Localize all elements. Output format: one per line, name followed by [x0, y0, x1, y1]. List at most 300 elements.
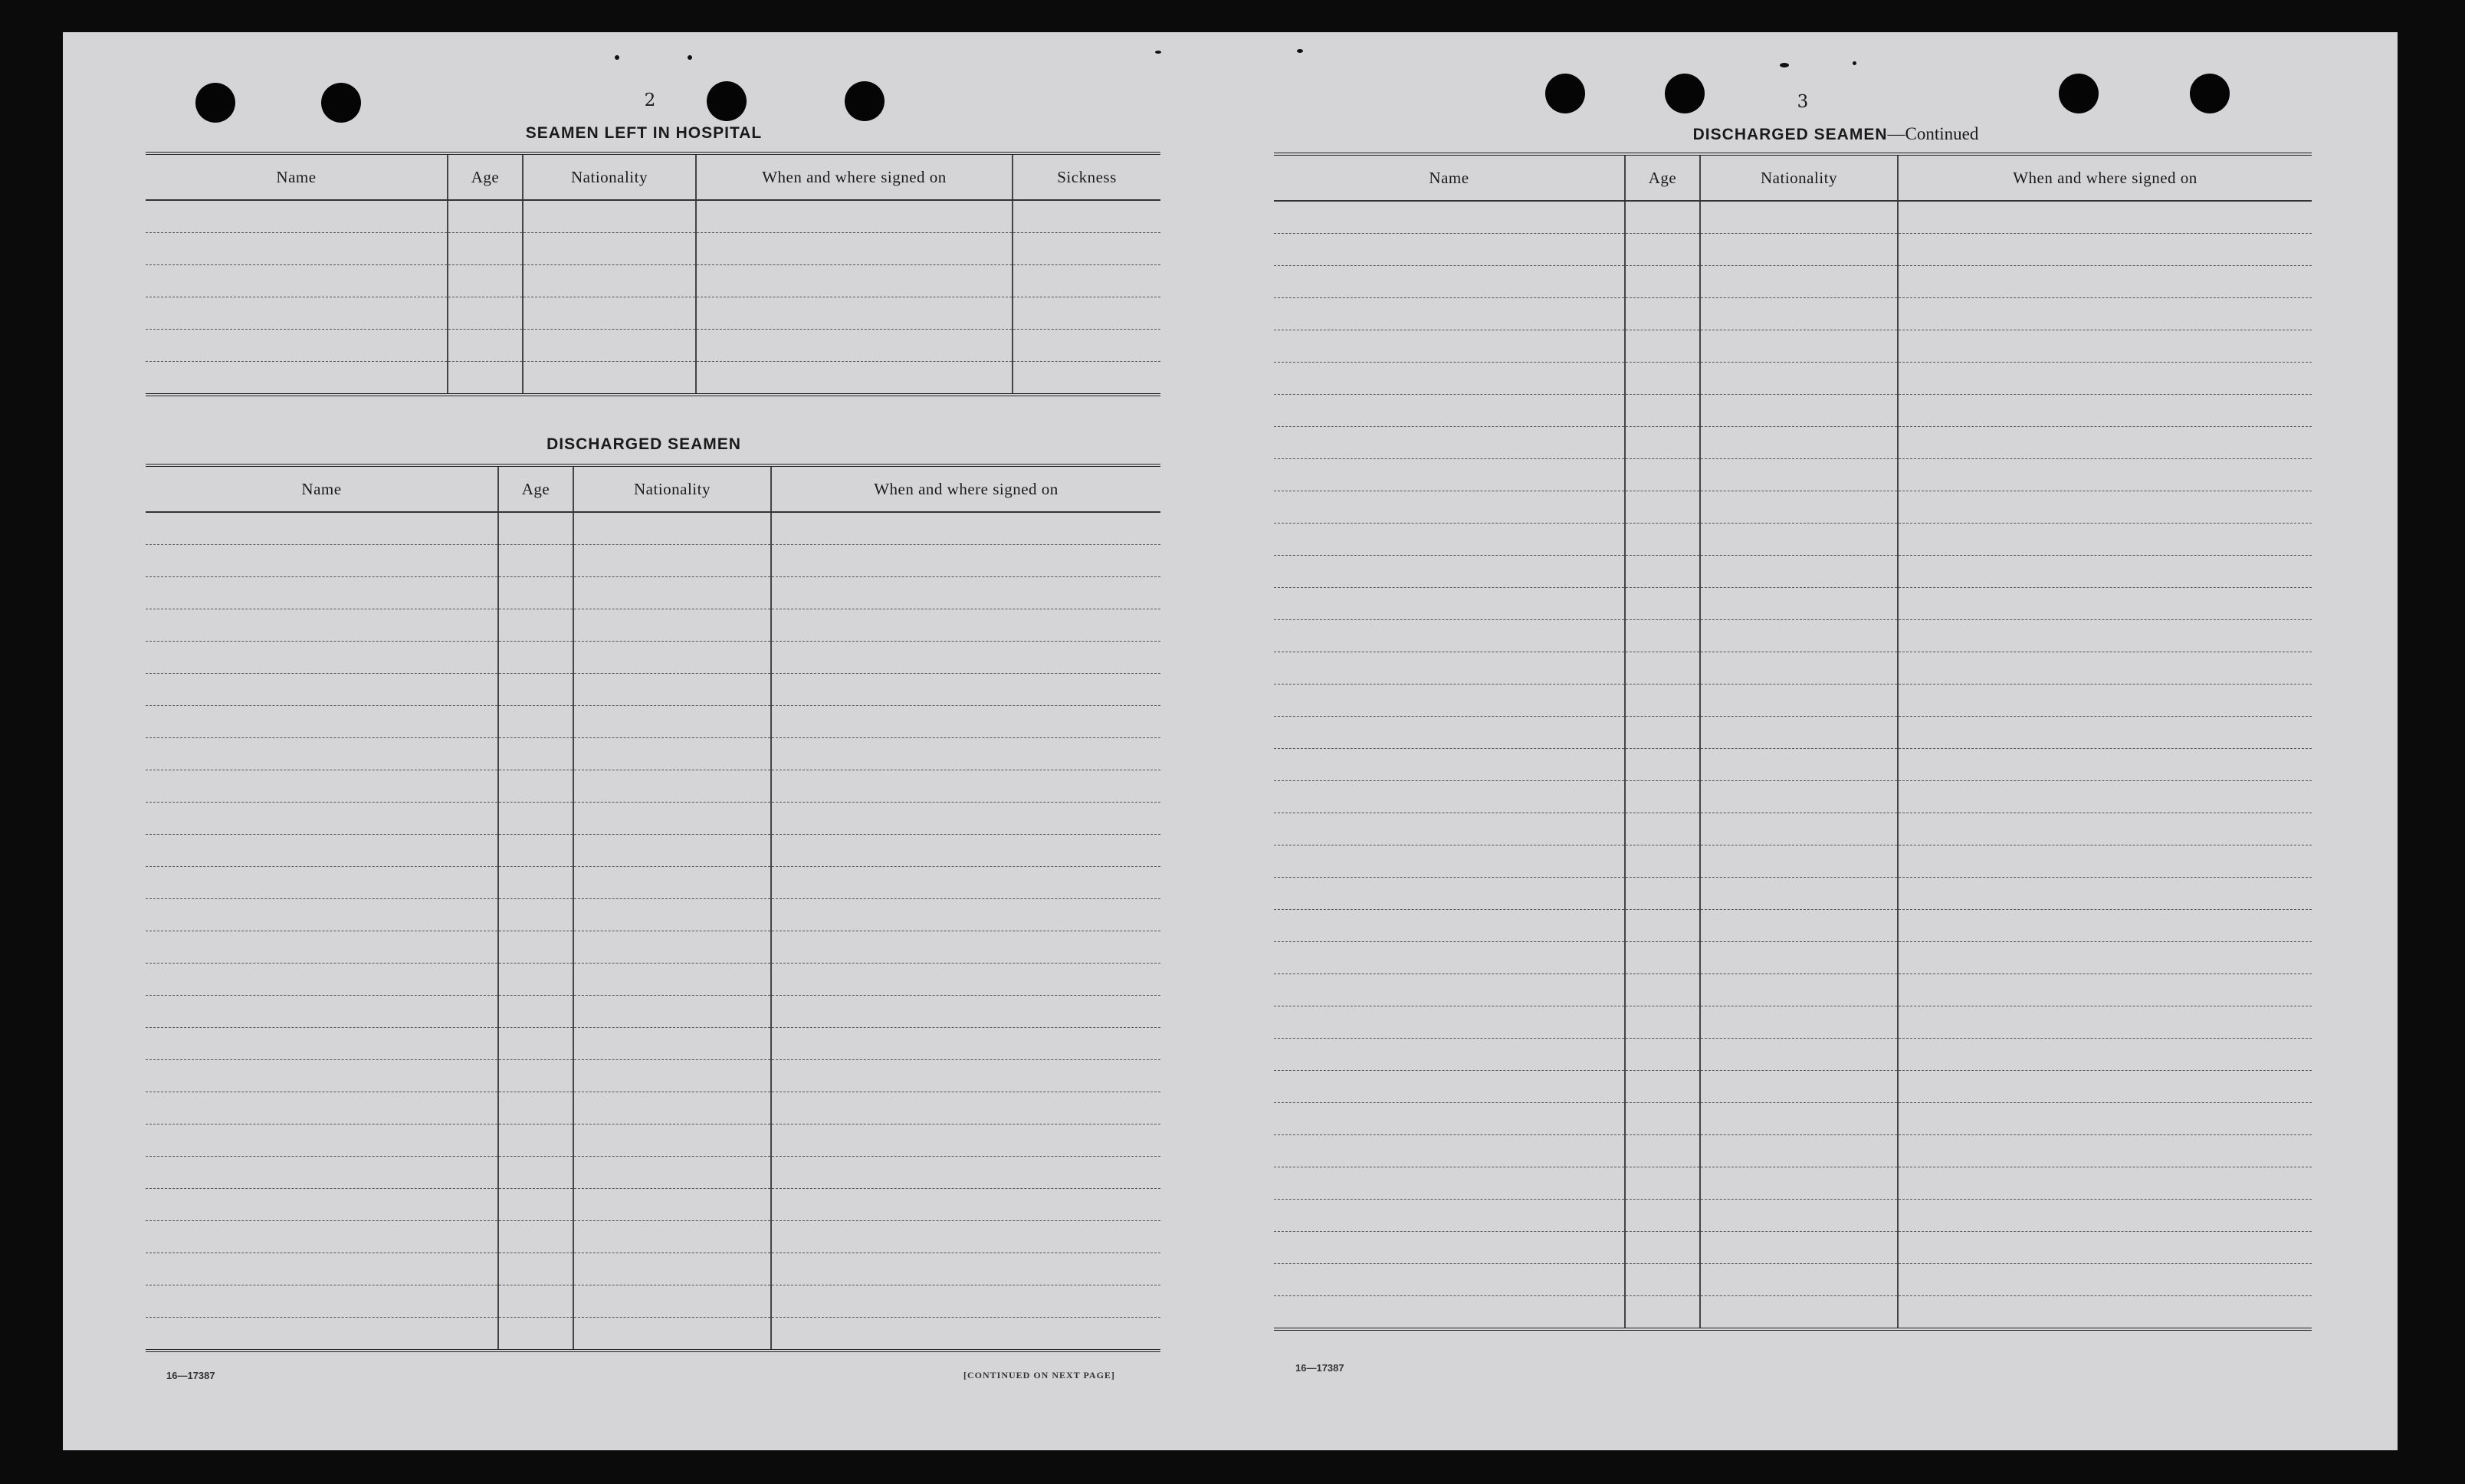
blank-cell [1898, 1071, 2312, 1103]
blank-cell [146, 233, 448, 265]
blank-cell [1700, 717, 1898, 749]
blank-cell [523, 362, 696, 396]
blank-cell [1700, 491, 1898, 524]
blank-cell [771, 1318, 1160, 1351]
blank-cell [1625, 1071, 1700, 1103]
blank-cell [1625, 1296, 1700, 1330]
blank-cell [1625, 1006, 1700, 1039]
blank-cell [771, 1124, 1160, 1157]
discharged-section-title: DISCHARGED SEAMEN [547, 435, 741, 453]
blank-cell [1898, 1296, 2312, 1330]
blank-cell [1700, 1135, 1898, 1167]
blank-cell [1625, 459, 1700, 491]
blank-cell [448, 200, 523, 233]
blank-cell [1898, 1167, 2312, 1200]
blank-cell [1700, 556, 1898, 588]
column-header-nationality: Nationality [1700, 154, 1898, 201]
blank-cell [146, 996, 498, 1028]
blank-cell [1274, 1264, 1625, 1296]
column-header-name: Name [146, 153, 448, 200]
blank-cell [771, 803, 1160, 835]
blank-cell [498, 1060, 573, 1092]
table-row [1274, 524, 2312, 556]
blank-cell [1898, 201, 2312, 234]
table-row [1274, 620, 2312, 652]
table-row [1274, 556, 2312, 588]
table-row [146, 770, 1160, 803]
blank-cell [498, 738, 573, 770]
blank-cell [448, 362, 523, 396]
table-row [146, 1189, 1160, 1221]
blank-cell [1700, 427, 1898, 459]
blank-cell [146, 512, 498, 545]
table-row [1274, 1103, 2312, 1135]
table-row [1274, 749, 2312, 781]
table-row [1274, 298, 2312, 330]
blank-cell [1625, 1103, 1700, 1135]
blank-cell [1274, 845, 1625, 878]
blank-cell [1700, 1296, 1898, 1330]
punch-hole [707, 81, 747, 121]
table-row [146, 835, 1160, 867]
blank-cell [573, 609, 771, 642]
discharged-continued-table [1274, 153, 2312, 1331]
blank-cell [1898, 363, 2312, 395]
punch-hole [321, 83, 361, 123]
blank-cell [146, 1028, 498, 1060]
blank-cell [1625, 845, 1700, 878]
blank-cell [1898, 1006, 2312, 1039]
blank-cell [448, 265, 523, 297]
blank-cell [1625, 781, 1700, 813]
blank-cell [146, 1157, 498, 1189]
column-header-age: Age [448, 153, 523, 200]
page-number: 2 [644, 90, 656, 110]
blank-cell [1274, 942, 1625, 974]
blank-cell [1625, 717, 1700, 749]
blank-cell [1013, 233, 1160, 265]
column-header-when-and-where-signed-on: When and where signed on [696, 153, 1013, 200]
blank-cell [523, 297, 696, 330]
table-row [146, 1318, 1160, 1351]
table-row [146, 330, 1160, 362]
table-row [146, 803, 1160, 835]
blank-cell [1898, 234, 2312, 266]
column-header-age: Age [1625, 154, 1700, 201]
scan-speck [1297, 49, 1303, 53]
blank-cell [573, 1285, 771, 1318]
table-row [1274, 1006, 2312, 1039]
blank-cell [573, 835, 771, 867]
blank-cell [573, 803, 771, 835]
table-row [146, 1060, 1160, 1092]
blank-cell [1274, 749, 1625, 781]
blank-cell [1898, 685, 2312, 717]
blank-cell [1274, 974, 1625, 1006]
blank-cell [1625, 427, 1700, 459]
table-row [146, 931, 1160, 964]
blank-cell [498, 1124, 573, 1157]
table-row [146, 1253, 1160, 1285]
blank-cell [1700, 459, 1898, 491]
table-row [1274, 1167, 2312, 1200]
blank-cell [696, 362, 1013, 396]
column-header-sickness: Sickness [1013, 153, 1160, 200]
blank-cell [146, 330, 448, 362]
punch-hole [1665, 74, 1705, 113]
blank-cell [771, 609, 1160, 642]
blank-cell [771, 642, 1160, 674]
table-row [1274, 234, 2312, 266]
blank-cell [1274, 685, 1625, 717]
blank-cell [771, 738, 1160, 770]
blank-cell [1700, 363, 1898, 395]
blank-cell [1625, 974, 1700, 1006]
table-row [146, 738, 1160, 770]
blank-cell [1700, 749, 1898, 781]
blank-cell [573, 1253, 771, 1285]
table-row [1274, 652, 2312, 685]
blank-cell [1700, 1232, 1898, 1264]
blank-cell [1700, 1264, 1898, 1296]
blank-cell [146, 706, 498, 738]
blank-cell [771, 867, 1160, 899]
blank-cell [1274, 1006, 1625, 1039]
section-title-suffix: —Continued [1887, 124, 1979, 143]
table-row [1274, 1264, 2312, 1296]
blank-cell [1625, 652, 1700, 685]
table-row [1274, 910, 2312, 942]
scan-speck [688, 55, 692, 60]
blank-cell [1274, 491, 1625, 524]
blank-cell [498, 835, 573, 867]
blank-cell [498, 1253, 573, 1285]
form-code: 16—17387 [1295, 1362, 1344, 1374]
blank-cell [573, 1157, 771, 1189]
blank-cell [146, 1189, 498, 1221]
blank-cell [1700, 1103, 1898, 1135]
table-row [146, 964, 1160, 996]
table-row [146, 1157, 1160, 1189]
blank-cell [1625, 266, 1700, 298]
table-row [1274, 427, 2312, 459]
blank-cell [498, 931, 573, 964]
discharged-table [146, 464, 1160, 1352]
blank-cell [1274, 813, 1625, 845]
blank-cell [498, 512, 573, 545]
blank-cell [1274, 620, 1625, 652]
blank-cell [1625, 813, 1700, 845]
blank-cell [1013, 200, 1160, 233]
blank-cell [1700, 201, 1898, 234]
blank-cell [1013, 297, 1160, 330]
blank-cell [1625, 556, 1700, 588]
blank-cell [448, 330, 523, 362]
blank-cell [146, 1060, 498, 1092]
blank-cell [1898, 781, 2312, 813]
table-row [1274, 459, 2312, 491]
table-row [146, 899, 1160, 931]
column-header-nationality: Nationality [573, 465, 771, 512]
table-row [146, 265, 1160, 297]
scan-speck [1780, 63, 1789, 67]
blank-cell [573, 738, 771, 770]
blank-cell [146, 1285, 498, 1318]
table-row [146, 642, 1160, 674]
blank-cell [573, 1221, 771, 1253]
blank-cell [573, 577, 771, 609]
blank-cell [1700, 652, 1898, 685]
blank-cell [573, 706, 771, 738]
table-row [146, 609, 1160, 642]
blank-cell [1898, 491, 2312, 524]
blank-cell [1700, 620, 1898, 652]
blank-cell [771, 1092, 1160, 1124]
blank-cell [146, 362, 448, 396]
blank-cell [498, 609, 573, 642]
blank-cell [771, 899, 1160, 931]
column-header-age: Age [498, 465, 573, 512]
table-row [1274, 878, 2312, 910]
blank-cell [573, 545, 771, 577]
punch-hole [195, 83, 235, 123]
blank-cell [1625, 395, 1700, 427]
blank-cell [1898, 1103, 2312, 1135]
blank-cell [573, 899, 771, 931]
punch-hole [2059, 74, 2099, 113]
blank-cell [1898, 1232, 2312, 1264]
blank-cell [771, 964, 1160, 996]
blank-cell [1274, 1135, 1625, 1167]
blank-cell [1700, 878, 1898, 910]
blank-cell [573, 1318, 771, 1351]
blank-cell [573, 1189, 771, 1221]
blank-cell [1700, 234, 1898, 266]
hospital-table [146, 152, 1160, 396]
blank-cell [146, 642, 498, 674]
table-row [1274, 781, 2312, 813]
blank-cell [696, 330, 1013, 362]
continued-note: [CONTINUED ON NEXT PAGE] [963, 1370, 1115, 1381]
table-row [1274, 685, 2312, 717]
scan-speck [615, 55, 619, 60]
blank-cell [498, 1221, 573, 1253]
blank-cell [1625, 878, 1700, 910]
blank-cell [1625, 298, 1700, 330]
blank-cell [1013, 265, 1160, 297]
blank-cell [146, 1092, 498, 1124]
table-row [1274, 813, 2312, 845]
table-row [146, 362, 1160, 396]
table-row [1274, 395, 2312, 427]
blank-cell [498, 899, 573, 931]
blank-cell [1625, 749, 1700, 781]
blank-cell [146, 1253, 498, 1285]
blank-cell [1898, 330, 2312, 363]
blank-cell [1898, 1039, 2312, 1071]
blank-cell [1898, 652, 2312, 685]
table-row [146, 996, 1160, 1028]
discharged-continued-header [1274, 154, 2312, 201]
form-code: 16—17387 [166, 1370, 215, 1381]
blank-cell [146, 577, 498, 609]
blank-cell [146, 964, 498, 996]
blank-cell [146, 674, 498, 706]
blank-cell [498, 1157, 573, 1189]
blank-cell [1013, 362, 1160, 396]
table-row [1274, 1200, 2312, 1232]
blank-cell [1898, 588, 2312, 620]
blank-cell [1274, 878, 1625, 910]
blank-cell [1700, 588, 1898, 620]
blank-cell [498, 1092, 573, 1124]
blank-cell [771, 770, 1160, 803]
blank-cell [1898, 717, 2312, 749]
blank-cell [1625, 1039, 1700, 1071]
blank-cell [1700, 942, 1898, 974]
blank-cell [146, 200, 448, 233]
blank-cell [1625, 685, 1700, 717]
blank-cell [1274, 910, 1625, 942]
blank-cell [1898, 266, 2312, 298]
table-row [1274, 845, 2312, 878]
blank-cell [1625, 942, 1700, 974]
blank-cell [1625, 234, 1700, 266]
blank-cell [1625, 1135, 1700, 1167]
blank-cell [146, 1124, 498, 1157]
blank-cell [498, 867, 573, 899]
blank-cell [1625, 363, 1700, 395]
blank-cell [523, 265, 696, 297]
blank-cell [1274, 427, 1625, 459]
blank-cell [696, 297, 1013, 330]
blank-cell [771, 577, 1160, 609]
scan-speck [1853, 61, 1856, 65]
blank-cell [1700, 395, 1898, 427]
blank-cell [1898, 427, 2312, 459]
blank-cell [1625, 330, 1700, 363]
blank-cell [498, 642, 573, 674]
blank-cell [146, 1221, 498, 1253]
blank-cell [1700, 974, 1898, 1006]
blank-cell [771, 1253, 1160, 1285]
blank-cell [146, 545, 498, 577]
blank-cell [1625, 910, 1700, 942]
blank-cell [498, 803, 573, 835]
blank-cell [573, 674, 771, 706]
table-row [1274, 1296, 2312, 1330]
section-title-main: DISCHARGED SEAMEN [1692, 126, 1888, 143]
blank-cell [498, 996, 573, 1028]
blank-cell [1700, 1039, 1898, 1071]
blank-cell [146, 265, 448, 297]
blank-cell [1898, 1264, 2312, 1296]
blank-cell [1898, 749, 2312, 781]
blank-cell [1700, 1200, 1898, 1232]
blank-cell [1274, 363, 1625, 395]
blank-cell [1700, 330, 1898, 363]
blank-cell [1625, 620, 1700, 652]
blank-cell [498, 1285, 573, 1318]
blank-cell [523, 200, 696, 233]
blank-cell [1274, 524, 1625, 556]
table-row [1274, 1232, 2312, 1264]
blank-cell [573, 867, 771, 899]
blank-cell [1898, 845, 2312, 878]
blank-cell [1898, 878, 2312, 910]
blank-cell [771, 931, 1160, 964]
blank-cell [573, 770, 771, 803]
blank-cell [146, 738, 498, 770]
blank-cell [1700, 298, 1898, 330]
blank-cell [1898, 974, 2312, 1006]
table-row [1274, 942, 2312, 974]
hospital-section-title: SEAMEN LEFT IN HOSPITAL [525, 124, 763, 142]
table-row [146, 1285, 1160, 1318]
blank-cell [1898, 942, 2312, 974]
blank-cell [696, 233, 1013, 265]
table-row [146, 512, 1160, 545]
blank-cell [1274, 234, 1625, 266]
blank-cell [573, 1092, 771, 1124]
blank-cell [1274, 395, 1625, 427]
blank-cell [1274, 459, 1625, 491]
blank-cell [1274, 266, 1625, 298]
blank-cell [771, 706, 1160, 738]
discharged-table-header [146, 465, 1160, 512]
blank-cell [1274, 1103, 1625, 1135]
table-row [1274, 974, 2312, 1006]
blank-cell [771, 1221, 1160, 1253]
blank-cell [1898, 910, 2312, 942]
table-row [146, 545, 1160, 577]
table-row [1274, 1135, 2312, 1167]
blank-cell [146, 770, 498, 803]
blank-cell [696, 265, 1013, 297]
blank-cell [1898, 524, 2312, 556]
blank-cell [573, 1124, 771, 1157]
blank-cell [1700, 1167, 1898, 1200]
punch-hole [1545, 74, 1585, 113]
blank-cell [498, 706, 573, 738]
column-header-when-and-where-signed-on: When and where signed on [771, 465, 1160, 512]
blank-cell [498, 1028, 573, 1060]
table-row [146, 674, 1160, 706]
blank-cell [771, 1028, 1160, 1060]
table-row [1274, 588, 2312, 620]
blank-cell [573, 931, 771, 964]
hospital-table-header [146, 153, 1160, 200]
blank-cell [1274, 1200, 1625, 1232]
blank-cell [573, 512, 771, 545]
blank-cell [146, 1318, 498, 1351]
table-row [146, 297, 1160, 330]
blank-cell [1898, 395, 2312, 427]
blank-cell [696, 200, 1013, 233]
blank-cell [1625, 524, 1700, 556]
table-row [146, 1124, 1160, 1157]
blank-cell [1625, 201, 1700, 234]
blank-cell [1700, 781, 1898, 813]
blank-cell [1274, 1039, 1625, 1071]
column-header-when-and-where-signed-on: When and where signed on [1898, 154, 2312, 201]
blank-cell [1274, 201, 1625, 234]
blank-cell [573, 1028, 771, 1060]
table-row [146, 577, 1160, 609]
blank-cell [448, 233, 523, 265]
left-page [63, 32, 1213, 1450]
blank-cell [771, 512, 1160, 545]
